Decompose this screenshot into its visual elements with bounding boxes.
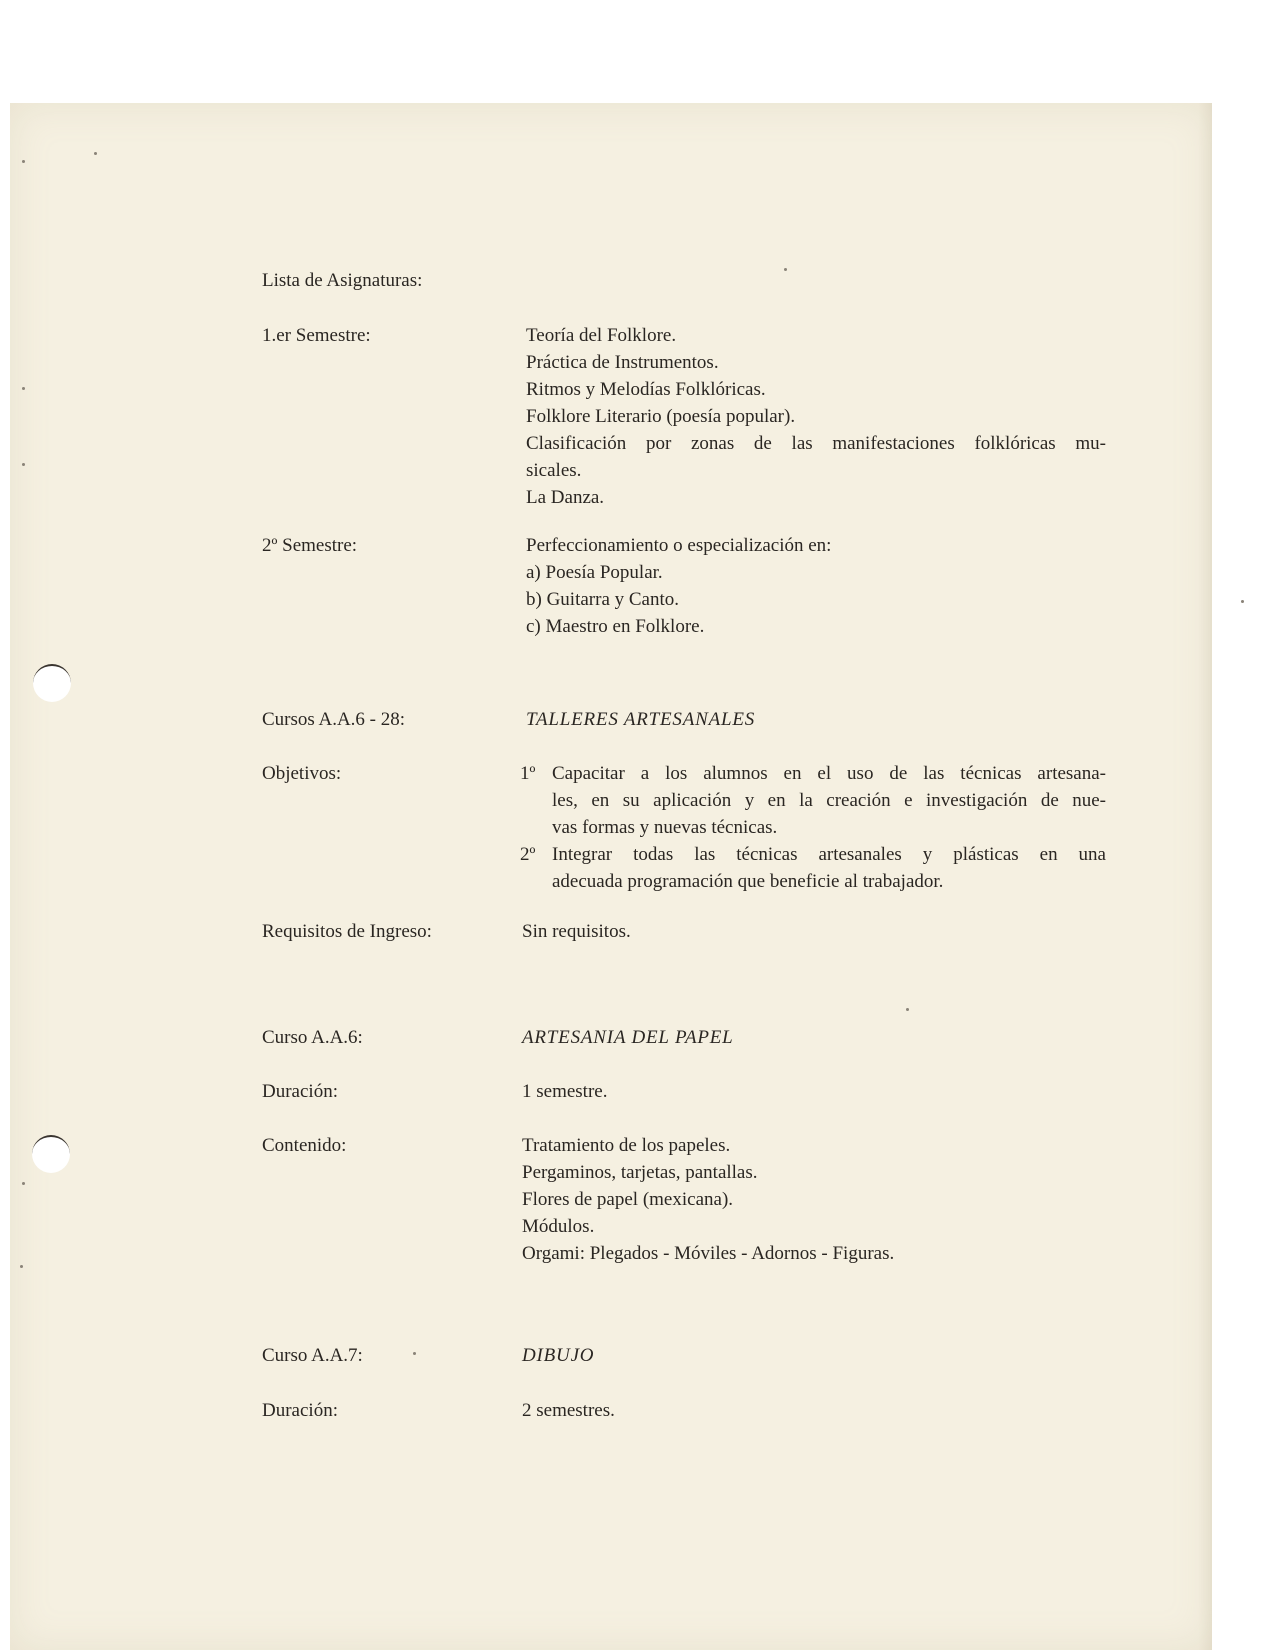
curso-aa7-label: Curso A.A.7: (262, 1345, 363, 1366)
semester1-item: La Danza. (526, 487, 605, 508)
objetivos-label: Objetivos: (262, 763, 342, 784)
curso-aa6-title: ARTESANIA DEL PAPEL (522, 1027, 734, 1048)
paper-speck (22, 387, 25, 390)
semester2-label: 2º Semestre: (262, 535, 358, 556)
objetivo-number: 1º (520, 763, 536, 784)
contenido-item: Pergaminos, tarjetas, pantallas. (522, 1162, 758, 1183)
objetivo-item (520, 760, 1106, 841)
semester1-item: Práctica de Instrumentos. (526, 352, 719, 373)
semester2-items (526, 532, 1106, 640)
objetivo-line: adecuada programación que beneficie al trabajador. (552, 871, 944, 892)
objetivo-line: Integrar todas las técnicas artesanales y plásticas en una (552, 844, 1106, 865)
semester2-item: c) Maestro en Folklore. (526, 616, 705, 637)
semester1-items (526, 322, 1106, 511)
objetivo-line: vas formas y nuevas técnicas. (552, 817, 778, 838)
contenido-item: Flores de papel (mexicana). (522, 1189, 734, 1210)
cursos-aa6-28-title: TALLERES ARTESANALES (526, 709, 756, 730)
semester2-item: Perfeccionamiento o especialización en: (526, 535, 832, 556)
curso-aa6-duracion-label: Duración: (262, 1081, 338, 1102)
curso-aa7-duracion-label: Duración: (262, 1400, 338, 1421)
semester1-item: Clasificación por zonas de las manifestaciones folklóricas mu- (526, 433, 1106, 454)
curso-aa6-contenido-label: Contenido: (262, 1135, 347, 1156)
objetivo-text (552, 841, 1106, 895)
semester1-item: sicales. (526, 460, 582, 481)
contenido-item: Módulos. (522, 1216, 595, 1237)
curso-aa6-duracion-value: 1 semestre. (522, 1081, 608, 1102)
punch-hole-lower (32, 1135, 70, 1173)
semester2-item: b) Guitarra y Canto. (526, 589, 680, 610)
semester2-item: a) Poesía Popular. (526, 562, 663, 583)
curso-aa7-title: DIBUJO (522, 1345, 595, 1366)
semester1-item: Ritmos y Melodías Folklóricas. (526, 379, 766, 400)
contenido-item: Orgami: Plegados - Móviles - Adornos - Figuras. (522, 1243, 895, 1264)
requisitos-label: Requisitos de Ingreso: (262, 921, 432, 942)
paper-speck (94, 152, 97, 155)
semester1-item: Folklore Literario (poesía popular). (526, 406, 796, 427)
semester1-item: Teoría del Folklore. (526, 325, 677, 346)
curso-aa6-label: Curso A.A.6: (262, 1027, 363, 1048)
paper-speck (413, 1352, 416, 1355)
subjects-list-heading: Lista de Asignaturas: (262, 270, 423, 291)
objetivo-number: 2º (520, 844, 536, 865)
requisitos-value: Sin requisitos. (522, 921, 631, 942)
paper-speck (1241, 600, 1244, 603)
curso-aa7-duracion-value: 2 semestres. (522, 1400, 615, 1421)
paper-speck (22, 463, 25, 466)
paper-speck (784, 268, 787, 271)
objetivo-line: Capacitar a los alumnos en el uso de las técnicas artesana- (552, 763, 1106, 784)
cursos-aa6-28-label: Cursos A.A.6 - 28: (262, 709, 406, 730)
objetivo-line: les, en su aplicación y en la creación e investigación de nue- (552, 790, 1106, 811)
semester1-label: 1.er Semestre: (262, 325, 371, 346)
paper-speck (906, 1008, 909, 1011)
objetivos-list (520, 760, 1106, 895)
paper-speck (22, 1182, 25, 1185)
contenido-item: Tratamiento de los papeles. (522, 1135, 731, 1156)
paper-speck (22, 160, 25, 163)
objetivo-text (552, 760, 1106, 841)
curso-aa6-contenido-items (522, 1132, 1102, 1267)
paper-speck (20, 1265, 23, 1268)
punch-hole-upper (33, 664, 71, 702)
objetivo-item (520, 841, 1106, 895)
